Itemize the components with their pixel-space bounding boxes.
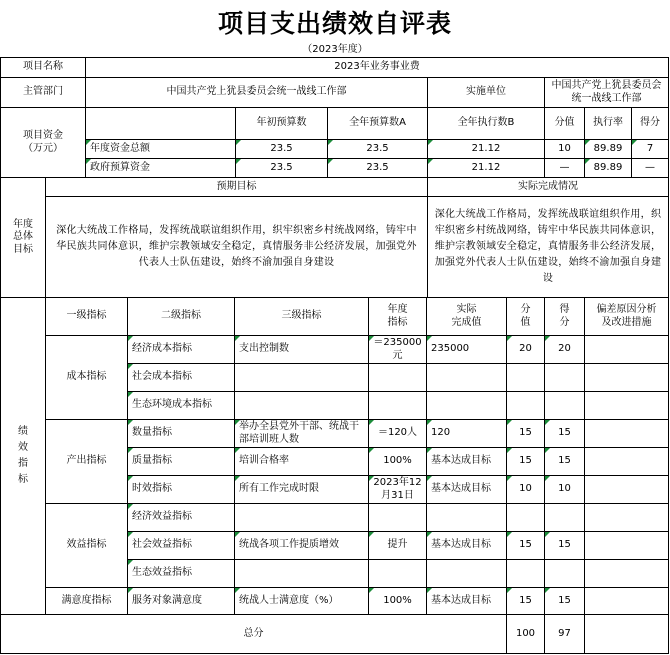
ind-actual-9 (427, 560, 507, 588)
ind-l2-9: 生态效益指标 (128, 560, 235, 588)
ind-target-5: 100% (369, 448, 427, 476)
ind-l3-9 (235, 560, 369, 588)
total-full: 100 (507, 615, 545, 654)
ind-note-7 (585, 504, 669, 532)
funds-header-initial: 年初预算数 (236, 108, 328, 140)
ind-note-3 (585, 392, 669, 420)
ind-target-1: ＝235000元 (369, 336, 427, 364)
goals-actual-header: 实际完成情况 (428, 178, 669, 197)
ind-l3-7 (235, 504, 369, 532)
indicators-label: 绩 效 指 标 (1, 298, 46, 615)
ind-actual-7 (427, 504, 507, 532)
ind-score-1: 20 (545, 336, 585, 364)
funds-row-total-rate: 89.89 (585, 140, 632, 159)
funds-header-rate: 执行率 (585, 108, 632, 140)
funds-row-gov-name: 政府预算资金 (86, 159, 236, 178)
funds-header-blank (86, 108, 236, 140)
ind-score-2 (545, 364, 585, 392)
ind-target-10: 100% (369, 588, 427, 615)
ind-full-4: 15 (507, 420, 545, 448)
ind-actual-10: 基本达成目标 (427, 588, 507, 615)
ind-note-6 (585, 476, 669, 504)
funds-row-gov-score: — (632, 159, 669, 178)
funds-row-gov-exec: 21.12 (428, 159, 545, 178)
ind-score-4: 15 (545, 420, 585, 448)
ind-l2-2: 社会成本指标 (128, 364, 235, 392)
ind-l1-satisfaction: 满意度指标 (46, 588, 128, 615)
goals-label: 年度 总体 目标 (1, 178, 46, 298)
funds-header-score: 得分 (632, 108, 669, 140)
ind-l2-3: 生态环境成本指标 (128, 392, 235, 420)
ind-note-1 (585, 336, 669, 364)
ind-full-9 (507, 560, 545, 588)
dept-value: 中国共产党上犹县委员会统一战线工作部 (86, 78, 428, 108)
ind-full-2 (507, 364, 545, 392)
ind-header-full: 分 值 (507, 298, 545, 336)
funds-row-total-exec: 21.12 (428, 140, 545, 159)
ind-header-note: 偏差原因分析 及改进措施 (585, 298, 669, 336)
ind-full-7 (507, 504, 545, 532)
ind-target-3 (369, 392, 427, 420)
ind-note-4 (585, 420, 669, 448)
ind-score-6: 10 (545, 476, 585, 504)
ind-actual-1: 235000 (427, 336, 507, 364)
ind-target-9 (369, 560, 427, 588)
ind-full-1: 20 (507, 336, 545, 364)
total-score: 97 (545, 615, 585, 654)
ind-target-2 (369, 364, 427, 392)
dept-label: 主管部门 (1, 78, 86, 108)
ind-target-6: 2023年12月31日 (369, 476, 427, 504)
goals-actual-text: 深化大统战工作格局，发挥统战联谊组织作用，织牢织密乡村统战网络，铸牢中华民族共同体意识，维护宗教领域安全稳定，真情服务非公经济发展，加强党外代表人士队伍建设，始终不渝加强自身建设 (428, 197, 669, 298)
ind-l3-2 (235, 364, 369, 392)
ind-header-l1: 一级指标 (46, 298, 128, 336)
total-label: 总分 (1, 615, 507, 654)
ind-score-3 (545, 392, 585, 420)
funds-row-gov-score-full: — (545, 159, 585, 178)
ind-l2-10: 服务对象满意度 (128, 588, 235, 615)
ind-note-5 (585, 448, 669, 476)
funds-row-total-score: 7 (632, 140, 669, 159)
ind-l3-10: 统战人士满意度（%） (235, 588, 369, 615)
ind-l2-8: 社会效益指标 (128, 532, 235, 560)
ind-actual-3 (427, 392, 507, 420)
funds-row-total-initial: 23.5 (236, 140, 328, 159)
ind-score-8: 15 (545, 532, 585, 560)
ind-full-6: 10 (507, 476, 545, 504)
ind-l3-5: 培训合格率 (235, 448, 369, 476)
funds-row-gov-rate: 89.89 (585, 159, 632, 178)
ind-target-4: ＝120人 (369, 420, 427, 448)
ind-score-7 (545, 504, 585, 532)
ind-score-10: 15 (545, 588, 585, 615)
total-note (585, 615, 669, 654)
ind-actual-5: 基本达成目标 (427, 448, 507, 476)
funds-row-total-score-full: 10 (545, 140, 585, 159)
ind-l1-output: 产出指标 (46, 420, 128, 504)
goals-expected-header: 预期目标 (46, 178, 428, 197)
ind-header-score: 得 分 (545, 298, 585, 336)
ind-l2-7: 经济效益指标 (128, 504, 235, 532)
ind-full-5: 15 (507, 448, 545, 476)
ind-l3-4: 举办全县党外干部、统战干部培训班人数 (235, 420, 369, 448)
ind-l3-1: 支出控制数 (235, 336, 369, 364)
funds-row-gov-annual: 23.5 (328, 159, 428, 178)
ind-l2-4: 数量指标 (128, 420, 235, 448)
ind-l3-6: 所有工作完成时限 (235, 476, 369, 504)
ind-l2-5: 质量指标 (128, 448, 235, 476)
ind-score-9 (545, 560, 585, 588)
unit-label: 实施单位 (428, 78, 545, 108)
unit-value: 中国共产党上犹县委员会统一战线工作部 (545, 78, 669, 108)
ind-header-target: 年度 指标 (369, 298, 427, 336)
ind-target-7 (369, 504, 427, 532)
funds-label: 项目资金 （万元） (1, 108, 86, 178)
ind-header-actual: 实际 完成值 (427, 298, 507, 336)
project-name-label: 项目名称 (1, 58, 86, 78)
ind-l3-3 (235, 392, 369, 420)
page-subtitle: （2023年度） (302, 44, 368, 55)
project-name-value: 2023年业务事业费 (86, 58, 669, 78)
ind-note-2 (585, 364, 669, 392)
ind-l2-6: 时效指标 (128, 476, 235, 504)
ind-target-8: 提升 (369, 532, 427, 560)
funds-row-total-annual: 23.5 (328, 140, 428, 159)
funds-header-annual: 全年预算数A (328, 108, 428, 140)
ind-note-9 (585, 560, 669, 588)
ind-header-l3: 三级指标 (235, 298, 369, 336)
ind-actual-8: 基本达成目标 (427, 532, 507, 560)
ind-note-10 (585, 588, 669, 615)
funds-row-total-name: 年度资金总额 (86, 140, 236, 159)
ind-full-8: 15 (507, 532, 545, 560)
ind-score-5: 15 (545, 448, 585, 476)
ind-full-10: 15 (507, 588, 545, 615)
ind-l3-8: 统战各项工作提质增效 (235, 532, 369, 560)
ind-actual-4: 120 (427, 420, 507, 448)
ind-l1-cost: 成本指标 (46, 336, 128, 420)
funds-row-gov-initial: 23.5 (236, 159, 328, 178)
ind-l1-benefit: 效益指标 (46, 504, 128, 588)
ind-full-3 (507, 392, 545, 420)
ind-actual-6: 基本达成目标 (427, 476, 507, 504)
funds-header-exec: 全年执行数B (428, 108, 545, 140)
goals-expected-text: 深化大统战工作格局，发挥统战联谊组织作用，织牢织密乡村统战网络，铸牢中华民族共同体意识，维护宗教领域安全稳定，真情服务非公经济发展，加强党外代表人士队伍建设，始终不渝加强自身建设 (46, 197, 428, 298)
funds-header-score-full: 分值 (545, 108, 585, 140)
ind-note-8 (585, 532, 669, 560)
ind-l2-1: 经济成本指标 (128, 336, 235, 364)
ind-actual-2 (427, 364, 507, 392)
page-title: 项目支出绩效自评表 (217, 9, 452, 38)
ind-header-l2: 二级指标 (128, 298, 235, 336)
